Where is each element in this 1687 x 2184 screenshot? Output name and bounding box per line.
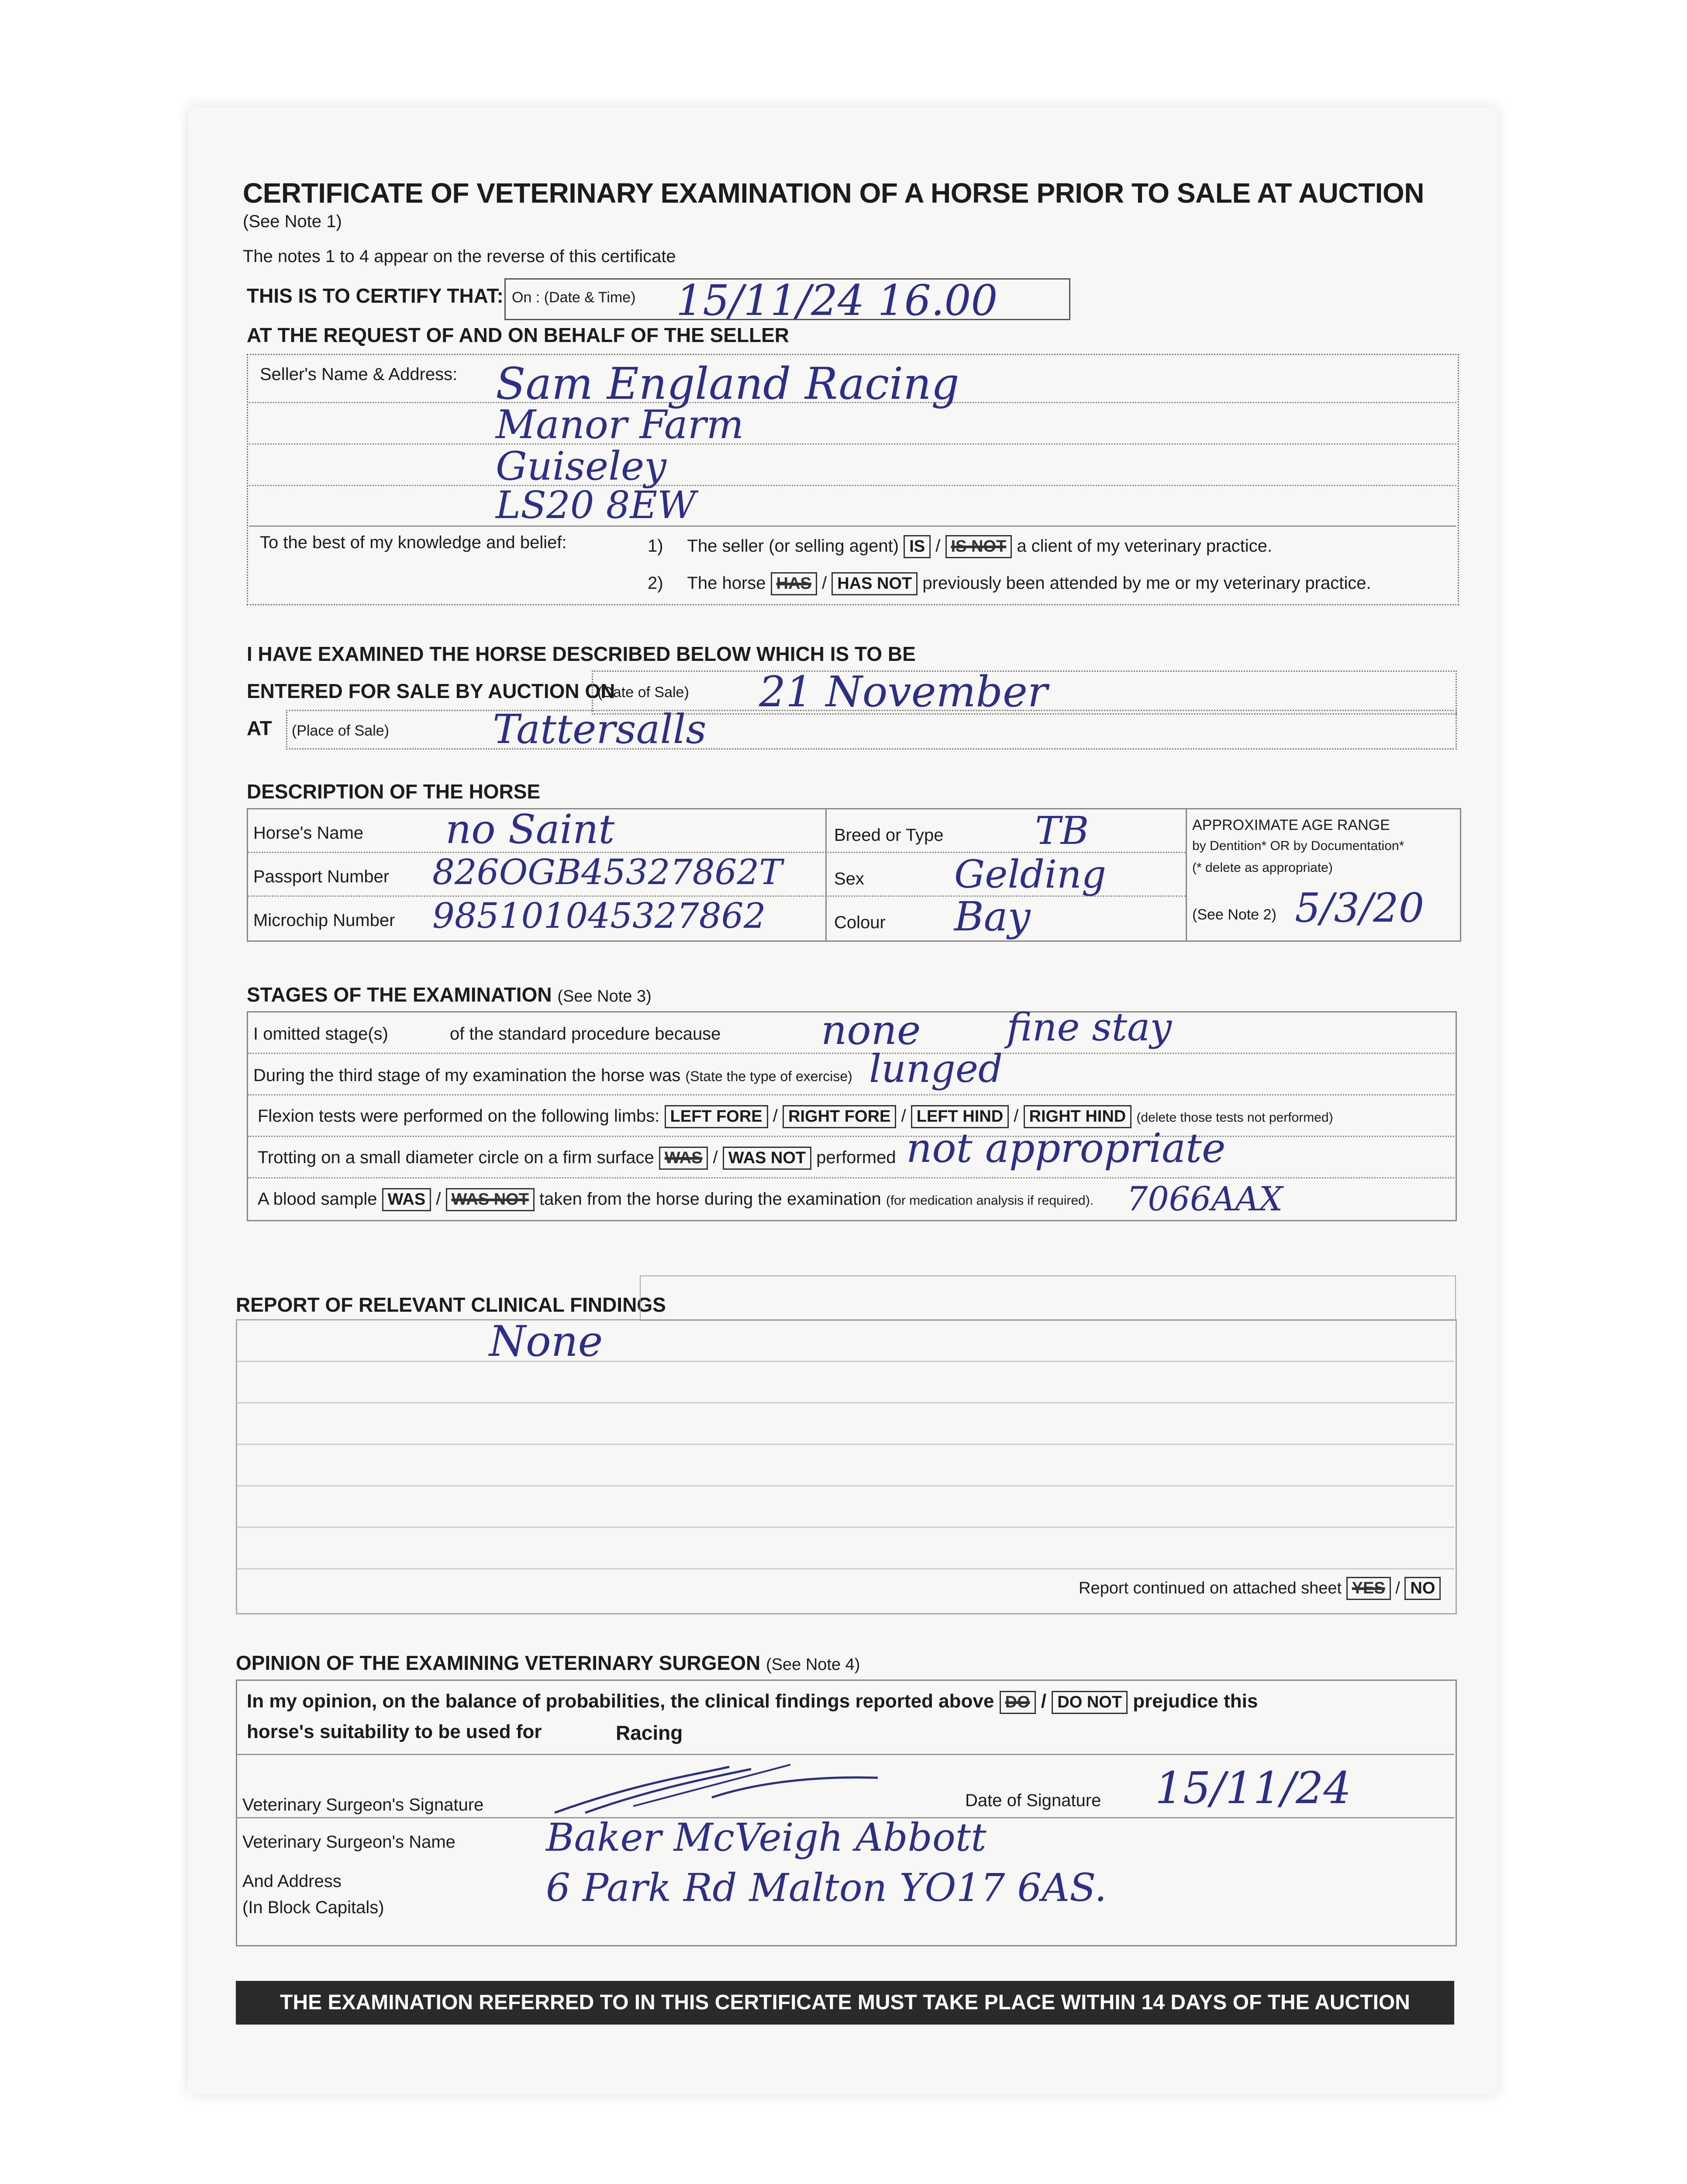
blood-was-option[interactable]: WAS xyxy=(382,1188,431,1211)
age-see-note: (See Note 2) xyxy=(1192,906,1276,923)
use-value: Racing xyxy=(616,1721,683,1744)
entered-label: ENTERED FOR SALE BY AUCTION ON xyxy=(247,680,615,702)
horse-name-value: no Saint xyxy=(445,806,615,853)
trot-value: not appropriate xyxy=(906,1125,1226,1171)
passport-value: 826OGB45327862T xyxy=(432,852,783,892)
certificate-paper xyxy=(188,107,1498,2094)
description-heading: DESCRIPTION OF THE HORSE xyxy=(247,780,541,803)
continued-yes-option[interactable]: YES xyxy=(1346,1577,1391,1600)
seller-line-1: Sam England Racing xyxy=(496,358,959,409)
report-value: None xyxy=(489,1317,603,1366)
sex-value: Gelding xyxy=(954,852,1107,897)
flex-right-hind[interactable]: RIGHT HIND xyxy=(1024,1105,1132,1128)
seller-label: Seller's Name & Address: xyxy=(260,365,458,384)
colour-value: Bay xyxy=(954,893,1031,940)
flexion-row: Flexion tests were performed on the following limbs: LEFT FORE / RIGHT FORE / LEFT HIND / RIGHT HIND (delete those tests not performed) xyxy=(258,1105,1333,1128)
knowledge-label: To the best of my knowledge and belief: xyxy=(260,533,567,552)
breed-value: TB xyxy=(1035,808,1089,853)
omitted-label: I omitted stage(s) xyxy=(253,1024,389,1044)
blood-was-not-option[interactable]: WAS NOT xyxy=(446,1188,535,1211)
microchip-value: 985101045327862 xyxy=(432,895,766,936)
date-signature-label: Date of Signature xyxy=(965,1791,1101,1810)
has-option[interactable]: HAS xyxy=(771,572,817,595)
seller-line-2: Manor Farm xyxy=(496,402,744,448)
date-signature-value: 15/11/24 xyxy=(1155,1762,1352,1814)
report-continued-row: Report continued on attached sheet YES / NO xyxy=(1079,1577,1441,1600)
age-by: by Dentition* OR by Documentation* xyxy=(1192,839,1404,853)
vet-name-label: Veterinary Surgeon's Name xyxy=(242,1832,455,1852)
place-of-sale-value: Tattersalls xyxy=(493,706,707,753)
footer-banner: THE EXAMINATION REFERRED TO IN THIS CERTIFICATE MUST TAKE PLACE WITHIN 14 DAYS OF THE AUCTION xyxy=(236,1981,1454,2025)
opinion-line-1: In my opinion, on the balance of probabilities, the clinical findings reported above DO / DO NOT prejudice this xyxy=(247,1690,1258,1714)
has-not-option[interactable]: HAS NOT xyxy=(831,572,918,595)
at-label: AT xyxy=(247,717,272,740)
place-of-sale-field[interactable]: (Place of Sale) Tattersalls xyxy=(286,710,1457,750)
trot-was-option[interactable]: WAS xyxy=(659,1147,708,1170)
horse-name-label: Horse's Name xyxy=(253,823,364,843)
omitted-value-2: fine stay xyxy=(1007,1005,1172,1050)
report-heading-field xyxy=(640,1275,1456,1321)
age-delete-note: (* delete as appropriate) xyxy=(1192,860,1333,875)
address-label: And Address xyxy=(242,1872,342,1891)
report-heading: REPORT OF RELEVANT CLINICAL FINDINGS xyxy=(236,1293,666,1316)
address-note: (In Block Capitals) xyxy=(242,1898,384,1917)
date-of-sale-value: 21 November xyxy=(759,667,1048,716)
sale-heading: I HAVE EXAMINED THE HORSE DESCRIBED BELOW WHICH IS TO BE xyxy=(247,643,916,665)
certificate-title: CERTIFICATE OF VETERINARY EXAMINATION OF A HORSE PRIOR TO SALE AT AUCTION xyxy=(243,177,1424,209)
omitted-value-1: none xyxy=(821,1007,921,1054)
trot-row: Trotting on a small diameter circle on a firm surface WAS / WAS NOT performed xyxy=(258,1147,896,1170)
date-time-field[interactable] xyxy=(504,276,1070,325)
colour-label: Colour xyxy=(834,913,886,932)
vet-name-value: Baker McVeigh Abbott xyxy=(546,1815,987,1860)
microchip-label: Microchip Number xyxy=(253,911,395,930)
opinion-heading: OPINION OF THE EXAMINING VETERINARY SURGEON (See Note 4) xyxy=(236,1652,860,1674)
knowledge-item-2: 2) The horse HAS / HAS NOT previously been attended by me or my veterinary practice. xyxy=(648,572,1371,595)
trot-was-not-option[interactable]: WAS NOT xyxy=(723,1147,811,1170)
age-heading: APPROXIMATE AGE RANGE xyxy=(1192,817,1390,833)
third-stage-value: lunged xyxy=(869,1046,1003,1091)
knowledge-item-1: 1) The seller (or selling agent) IS / IS NOT a client of my veterinary practice. xyxy=(648,535,1272,558)
date-time-label: On : (Date & Time) xyxy=(512,289,636,306)
age-value: 5/3/20 xyxy=(1295,885,1425,931)
sex-label: Sex xyxy=(834,869,864,888)
request-label: AT THE REQUEST OF AND ON BEHALF OF THE SELLER xyxy=(247,324,789,346)
is-option[interactable]: IS xyxy=(904,535,931,558)
signature-label: Veterinary Surgeon's Signature xyxy=(242,1795,484,1814)
date-time-value: 15/11/24 16.00 xyxy=(676,276,998,325)
opinion-line-2: horse's suitability to be used for xyxy=(247,1721,542,1742)
blood-row: A blood sample WAS / WAS NOT taken from the horse during the examination (for medication analysis if required). xyxy=(258,1188,1094,1211)
flex-left-hind[interactable]: LEFT HIND xyxy=(911,1105,1009,1128)
stages-heading: STAGES OF THE EXAMINATION (See Note 3) xyxy=(247,983,652,1006)
do-option[interactable]: DO xyxy=(1000,1691,1036,1714)
flex-left-fore[interactable]: LEFT FORE xyxy=(665,1105,768,1128)
report-box xyxy=(236,1319,1457,1614)
notes-line: The notes 1 to 4 appear on the reverse of this certificate xyxy=(243,247,676,266)
signature-scribble xyxy=(546,1758,895,1819)
date-of-sale-field[interactable]: (Date of Sale) 21 November xyxy=(592,670,1457,715)
breed-label: Breed or Type xyxy=(834,826,944,845)
is-not-option[interactable]: IS NOT xyxy=(945,535,1012,558)
seller-line-3: Guiseley xyxy=(496,443,666,489)
third-stage-label: During the third stage of my examination the horse was (State the type of exercise) xyxy=(253,1066,852,1085)
certify-label: THIS IS TO CERTIFY THAT: xyxy=(247,284,504,307)
continued-no-option[interactable]: NO xyxy=(1404,1577,1441,1600)
do-not-option[interactable]: DO NOT xyxy=(1052,1691,1128,1714)
flex-right-fore[interactable]: RIGHT FORE xyxy=(783,1105,896,1128)
seller-line-4: LS20 8EW xyxy=(496,484,696,527)
omitted-because: of the standard procedure because xyxy=(450,1024,721,1044)
blood-value: 7066AAX xyxy=(1127,1179,1283,1218)
address-value: 6 Park Rd Malton YO17 6AS. xyxy=(546,1865,1107,1910)
title-note: (See Note 1) xyxy=(243,212,342,231)
passport-label: Passport Number xyxy=(253,867,390,886)
